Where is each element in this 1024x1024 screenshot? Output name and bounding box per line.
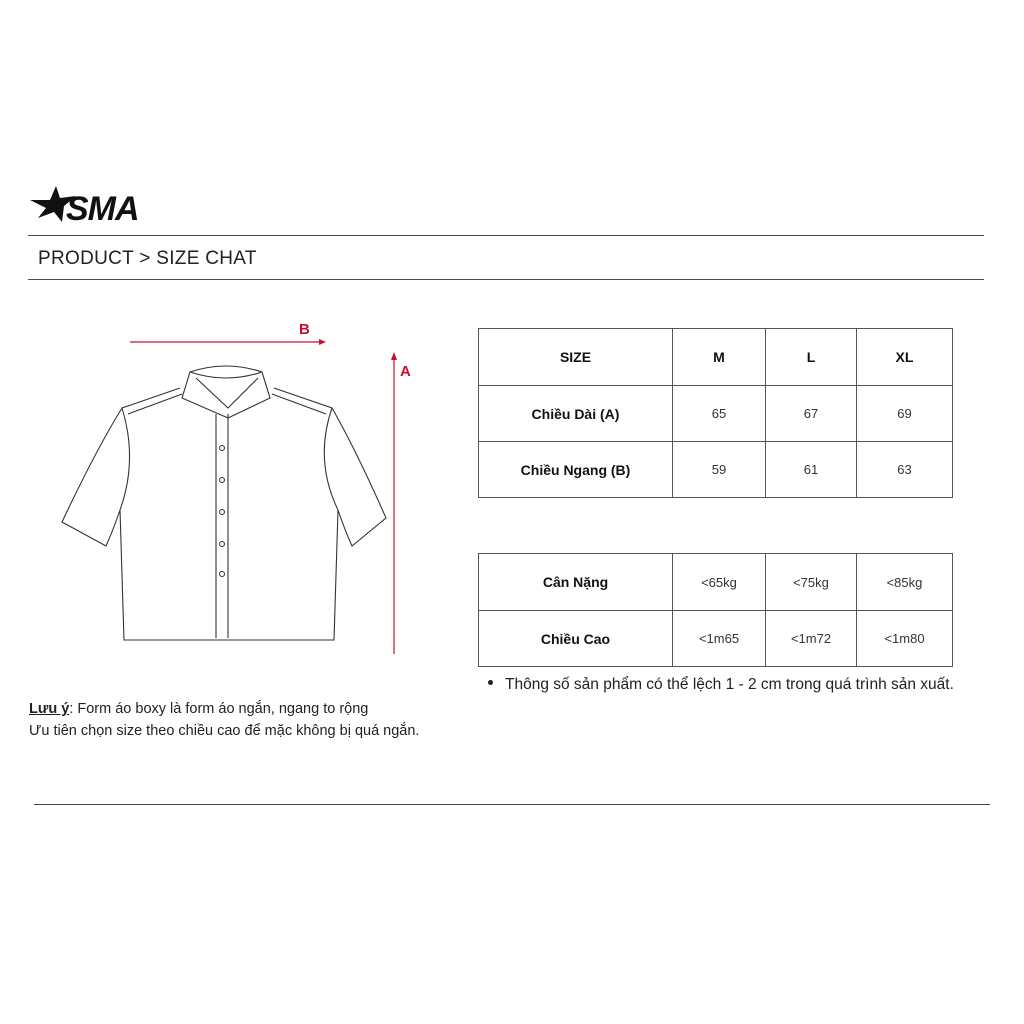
label-b: B (299, 321, 310, 338)
table-header: M (673, 329, 766, 386)
size-table (478, 328, 953, 498)
row-label: Cân Nặng (479, 554, 673, 611)
table-header: L (766, 329, 857, 386)
table-header: SIZE (479, 329, 673, 386)
table-row (479, 386, 953, 442)
bullet-icon (488, 680, 493, 685)
table-header: XL (857, 329, 953, 386)
tolerance-note (478, 676, 954, 694)
breadcrumb: PRODUCT > SIZE CHAT (38, 248, 257, 269)
brand-logo (28, 184, 158, 226)
breadcrumb-rule (28, 279, 984, 280)
table-cell: <65kg (673, 554, 766, 611)
width-arrow (130, 339, 326, 345)
table-cell: <75kg (766, 554, 857, 611)
row-label: Chiều Cao (479, 611, 673, 667)
note-line2: Ưu tiên chọn size theo chiều cao để mặc không bị quá ngắn. (29, 723, 420, 739)
row-label: Chiều Dài (A) (479, 386, 673, 442)
table-cell: 69 (857, 386, 953, 442)
table-cell: 67 (766, 386, 857, 442)
table-cell: 59 (673, 442, 766, 498)
note-label: Lưu ý (29, 701, 70, 717)
table-cell: <1m65 (673, 611, 766, 667)
table-cell: 61 (766, 442, 857, 498)
fit-table (478, 553, 953, 667)
table-cell: <85kg (857, 554, 953, 611)
table-cell: 63 (857, 442, 953, 498)
label-a: A (400, 363, 411, 380)
table-cell: <1m80 (857, 611, 953, 667)
table-row (479, 554, 953, 611)
fit-note (29, 698, 419, 742)
table-row (479, 329, 953, 386)
shirt-diagram (56, 310, 436, 670)
table-cell: <1m72 (766, 611, 857, 667)
row-label: Chiều Ngang (B) (479, 442, 673, 498)
length-arrow (391, 352, 397, 654)
svg-text:SMA: SMA (66, 190, 139, 226)
table-row (479, 442, 953, 498)
top-rule (28, 235, 984, 236)
tolerance-text: Thông số sản phẩm có thể lệch 1 - 2 cm trong quá trình sản xuất. (505, 676, 954, 693)
table-cell: 65 (673, 386, 766, 442)
bottom-rule (34, 804, 990, 805)
table-row (479, 611, 953, 667)
note-line1: : Form áo boxy là form áo ngắn, ngang to rộng (69, 701, 369, 717)
